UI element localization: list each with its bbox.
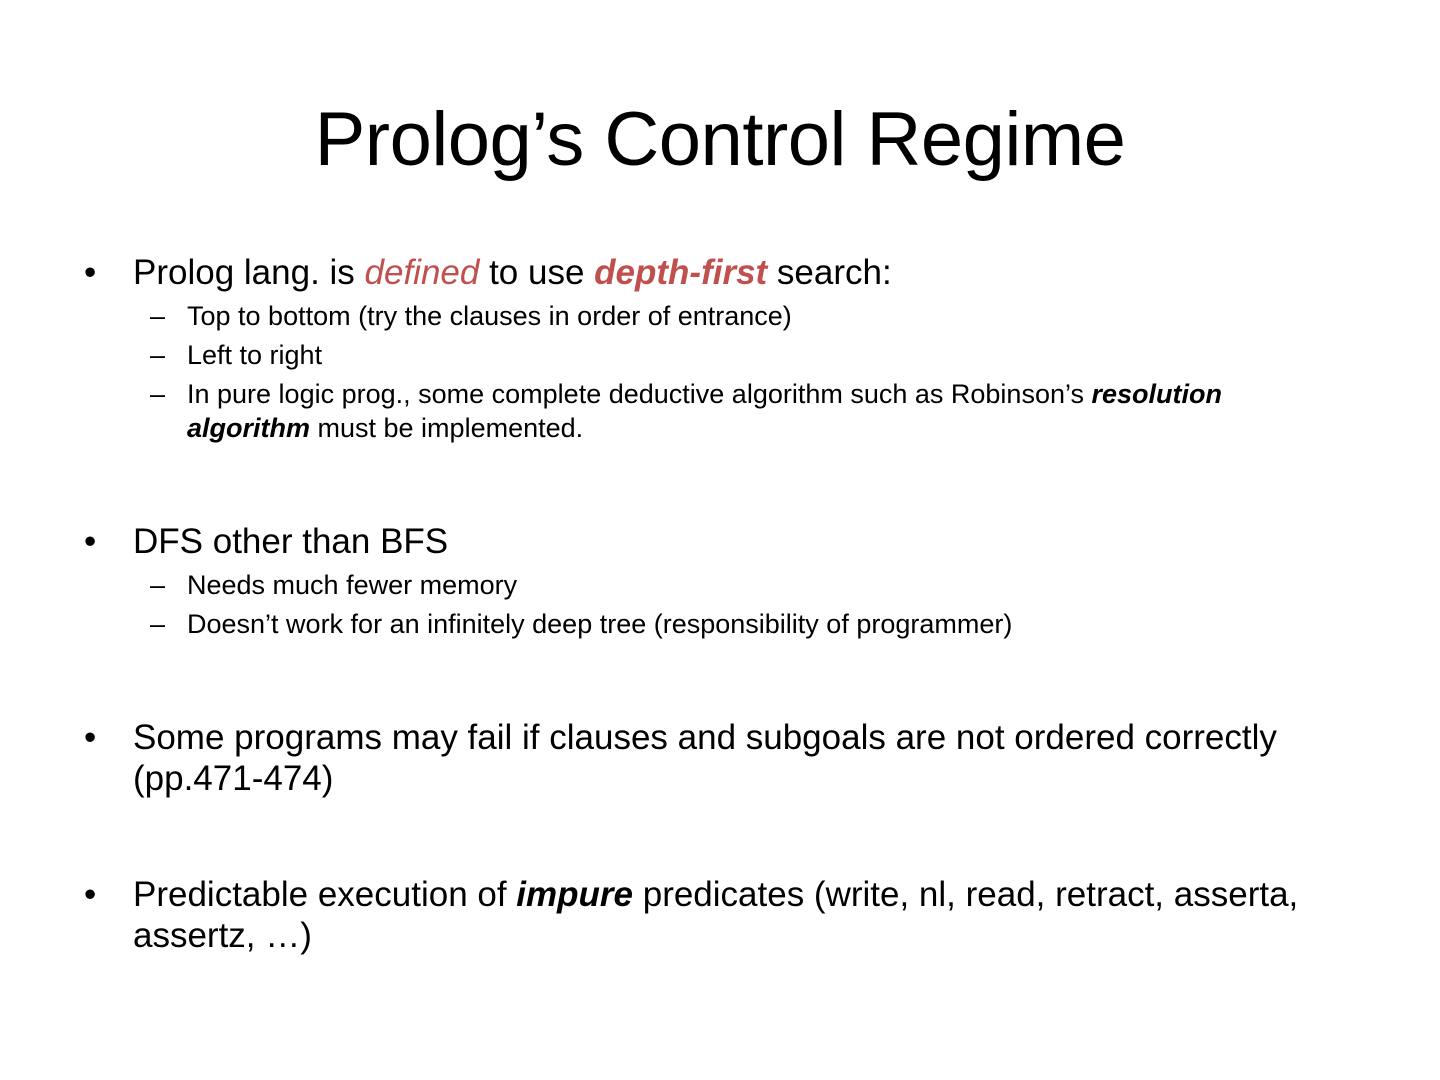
subitem-text: Needs much fewer memory — [187, 570, 518, 600]
bullet-text-run: search: — [767, 253, 892, 292]
subitem-2-2 — [84, 607, 1307, 641]
subitem-list-2 — [84, 568, 1364, 641]
subitem-list-1 — [84, 299, 1364, 445]
spacer — [84, 641, 1364, 717]
dash-icon: – — [150, 379, 166, 409]
subitem-text: Doesn’t work for an infinitely deep tree (responsibility of programmer) — [187, 609, 1013, 639]
bullet-icon: • — [84, 522, 97, 561]
bullet-icon: • — [84, 718, 97, 757]
subitem-text-run: must be implemented. — [310, 413, 584, 443]
bullet-item-3 — [84, 717, 1313, 799]
bullet-item-4 — [84, 874, 1313, 956]
emphasis-resolution-algorithm: resolution algorithm — [187, 379, 1223, 443]
subitem-1-2 — [84, 338, 1307, 372]
subitem-text-run: In pure logic prog., some complete deductive algorithm such as Robinson’s — [187, 379, 1092, 409]
subitem-1-3 — [84, 377, 1307, 445]
slide-title: Prolog’s Control Regime — [314, 97, 1126, 182]
dash-icon: – — [150, 609, 166, 639]
bullet-icon: • — [84, 875, 97, 914]
slide-content — [84, 252, 1364, 956]
dash-icon: – — [150, 301, 166, 331]
subitem-1-1 — [84, 299, 1307, 333]
bullet-item-1 — [84, 252, 1313, 293]
emphasis-depth-first: depth-first — [594, 253, 768, 292]
bullet-text-run: Predictable execution of — [133, 875, 517, 914]
subitem-text: Top to bottom (try the clauses in order of entrance) — [187, 301, 792, 331]
emphasis-impure: impure — [516, 875, 633, 914]
emphasis-defined: defined — [364, 253, 480, 292]
bullet-text-run: to use — [479, 253, 595, 292]
bullet-text: DFS other than BFS — [133, 522, 449, 561]
subitem-text: Left to right — [187, 340, 323, 370]
dash-icon: – — [150, 340, 166, 370]
bullet-text: Some programs may fail if clauses and subgoals are not ordered correctly (pp.471-474) — [133, 718, 1277, 798]
spacer — [84, 445, 1364, 521]
dash-icon: – — [150, 570, 166, 600]
bullet-item-2 — [84, 521, 1313, 562]
bullet-text-run: predicates (write, nl, read, retract, asserta, assertz, …) — [133, 875, 1299, 955]
subitem-2-1 — [84, 568, 1307, 602]
bullet-text-run: Prolog lang. is — [133, 253, 365, 292]
spacer — [84, 799, 1364, 874]
bullet-icon: • — [84, 253, 97, 292]
